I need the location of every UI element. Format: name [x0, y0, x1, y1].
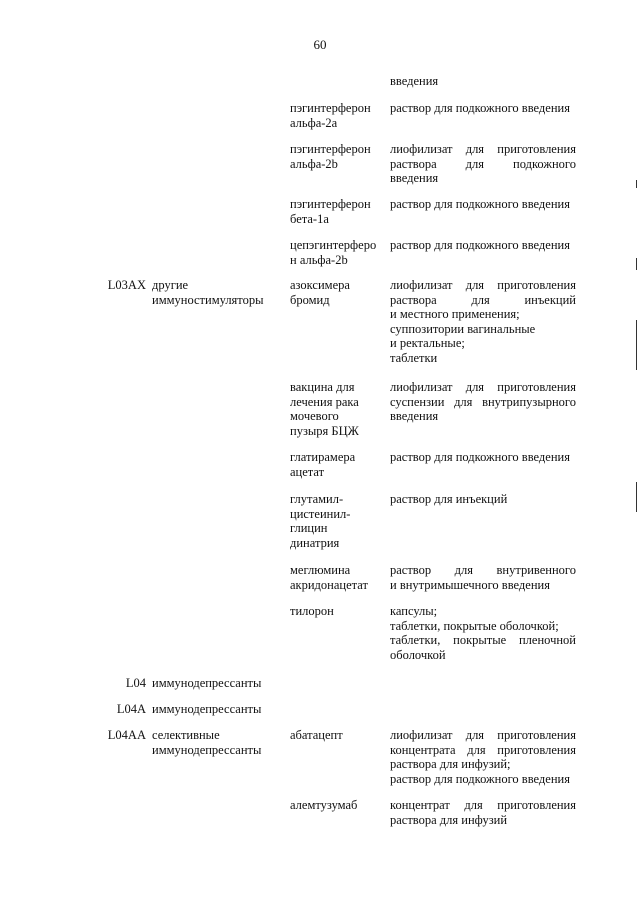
scan-mark — [636, 320, 637, 370]
dosage-form-line: раствор для инъекций — [390, 492, 508, 506]
drug-name: азоксимера бромид — [290, 278, 350, 307]
dosage-form-line: раствор для подкожного введения — [390, 771, 570, 786]
drug-name: вакцина для лечения рака мочевого пузыря БЦЖ — [290, 380, 359, 438]
dosage-form-line: таблетки, покрытые оболочкой; — [390, 618, 559, 633]
dosage-form-line: раствора для инъекций — [390, 292, 576, 307]
drug-name: пэгинтерферон альфа-2а — [290, 101, 371, 130]
dosage-forms — [390, 798, 576, 827]
dosage-form-line: введения — [390, 409, 439, 423]
dosage-form-line: введения — [390, 171, 439, 185]
atc-code: L04A — [116, 702, 146, 716]
anatomical-group: селективные иммунодепрессанты — [152, 728, 262, 757]
atc-code: L03AX — [107, 278, 146, 292]
drug-name: алемтузумаб — [290, 798, 358, 812]
dosage-form-line: таблетки, покрытые пленочной — [390, 633, 576, 647]
dosage-form-line: раствор для подкожного введения — [390, 450, 570, 464]
dosage-form-line: лиофилизат для приготовления — [390, 728, 576, 742]
drug-name: пэгинтерферон бета-1a — [290, 197, 371, 226]
dosage-forms — [390, 604, 576, 662]
dosage-form-line: капсулы; — [390, 604, 438, 618]
dosage-form-line: раствор для подкожного введения — [390, 101, 570, 115]
dosage-forms — [390, 278, 576, 365]
dosage-forms — [390, 197, 576, 212]
drug-name: пэгинтерферон альфа-2b — [290, 142, 371, 171]
dosage-form-line: введения — [390, 74, 439, 88]
drug-name: меглюмина акридонацетат — [290, 563, 368, 592]
drug-name: абатацепт — [290, 728, 343, 742]
drug-name: цепэгинтерферо н альфа-2b — [290, 238, 377, 267]
dosage-form-line: раствор для внутривенного — [390, 563, 576, 577]
dosage-form-line: оболочкой — [390, 647, 446, 662]
dosage-forms — [390, 238, 576, 253]
dosage-forms — [390, 450, 576, 465]
atc-code: L04AA — [107, 728, 146, 742]
dosage-form-line: и ректальные; — [390, 336, 465, 350]
dosage-form-line: концентрата для приготовления — [390, 742, 576, 757]
drug-name: тилорон — [290, 604, 334, 618]
drug-name: глатирамера ацетат — [290, 450, 356, 479]
dosage-form-line: раствора для инфузий — [390, 812, 508, 827]
dosage-form-line: раствор для подкожного введения — [390, 238, 570, 252]
dosage-forms — [390, 142, 576, 186]
dosage-forms — [390, 728, 576, 786]
dosage-forms — [390, 74, 576, 89]
dosage-form-line: лиофилизат для приготовления — [390, 380, 576, 394]
anatomical-group: иммунодепрессанты — [152, 676, 262, 690]
dosage-form-line: раствора для подкожного — [390, 156, 576, 171]
anatomical-group: другие иммуностимуляторы — [152, 278, 264, 307]
dosage-form-line: таблетки — [390, 350, 438, 365]
dosage-form-line: и внутримышечного введения — [390, 577, 550, 592]
dosage-form-line: раствора для инфузий; — [390, 757, 511, 771]
dosage-form-line: суспензии для внутрипузырного — [390, 394, 576, 409]
dosage-forms — [390, 101, 576, 116]
dosage-forms — [390, 380, 576, 424]
dosage-form-line: концентрат для приготовления — [390, 798, 576, 812]
drug-name: глутамил- цистеинил- глицин динатрия — [290, 492, 351, 550]
page-number: 60 — [313, 37, 327, 52]
atc-code: L04 — [125, 676, 146, 690]
dosage-form-line: лиофилизат для приготовления — [390, 142, 576, 156]
dosage-form-line: и местного применения; — [390, 307, 520, 321]
dosage-form-line: суппозитории вагинальные — [390, 321, 536, 336]
dosage-form-line: раствор для подкожного введения — [390, 197, 570, 211]
scan-mark — [636, 258, 637, 270]
dosage-forms — [390, 563, 576, 592]
scan-mark — [636, 180, 637, 188]
dosage-forms — [390, 492, 576, 507]
anatomical-group: иммунодепрессанты — [152, 702, 262, 716]
dosage-form-line: лиофилизат для приготовления — [390, 278, 576, 292]
scan-mark — [636, 482, 637, 512]
